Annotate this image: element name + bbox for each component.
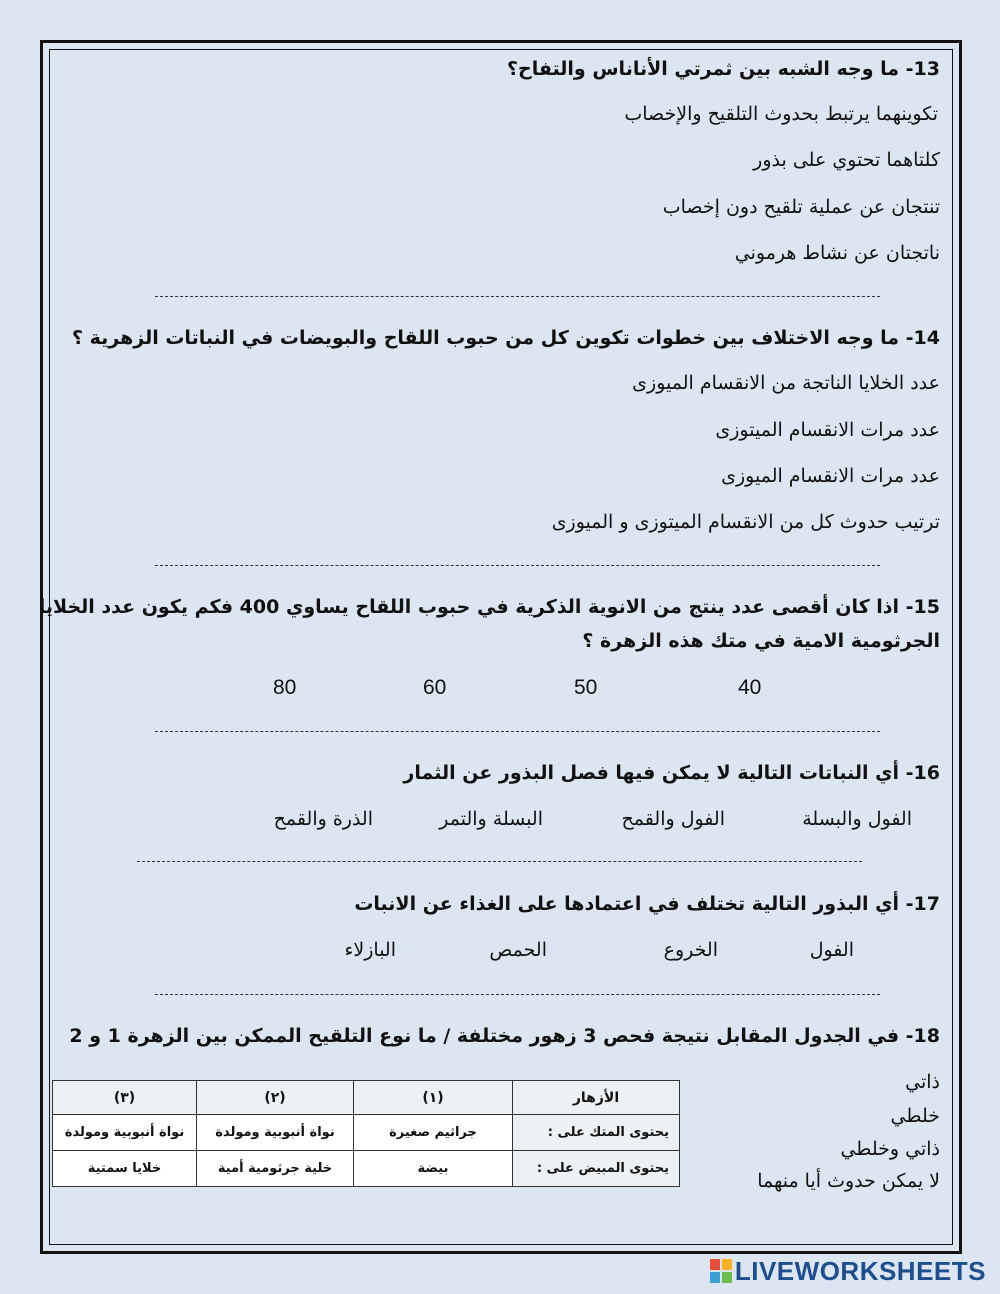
question-15-line-2: الجرثومية الامية في متك هذه الزهرة ؟ — [582, 630, 940, 652]
q13-option-1[interactable]: تكوينهما يرتبط بحدوث التلقيح والإخصاب — [624, 103, 938, 125]
table-header-cell: (٢) — [197, 1081, 354, 1115]
table-cell: نواة أنبوبية ومولدة — [197, 1115, 354, 1151]
table-cell: يحتوى المبيض على : — [513, 1151, 680, 1187]
q15-option-2[interactable]: 50 — [574, 676, 598, 699]
q16-option-3[interactable]: البسلة والتمر — [439, 808, 543, 830]
separator — [155, 565, 880, 566]
separator — [155, 296, 880, 297]
question-16: 16- أي النباتات التالية لا يمكن فيها فصل البذور عن الثمار — [403, 762, 940, 784]
table-cell: خلية جرثومية أمية — [197, 1151, 354, 1187]
table-cell: خلايا سمتية — [53, 1151, 197, 1187]
table-cell: يحتوى المتك على : — [513, 1115, 680, 1151]
q15-option-4[interactable]: 80 — [273, 676, 297, 699]
q14-option-3[interactable]: عدد مرات الانقسام الميوزى — [721, 465, 940, 487]
question-13: 13- ما وجه الشبه بين ثمرتي الأناناس والتفاح؟ — [506, 58, 940, 80]
table-cell: بيضة — [354, 1151, 513, 1187]
q16-option-4[interactable]: الذرة والقمح — [273, 808, 373, 830]
separator — [155, 731, 880, 732]
q14-option-2[interactable]: عدد مرات الانقسام الميتوزى — [715, 419, 940, 441]
brand-name: LIVEWORKSHEETS — [734, 1256, 986, 1286]
q15-option-1[interactable]: 40 — [738, 676, 762, 699]
q16-option-2[interactable]: الفول والقمح — [621, 808, 725, 830]
table-header-cell: (١) — [354, 1081, 513, 1115]
separator — [137, 861, 862, 862]
q13-option-3[interactable]: تنتجان عن عملية تلقيح دون إخصاب — [662, 196, 940, 218]
liveworksheets-logo — [710, 1256, 986, 1287]
q17-option-1[interactable]: الفول — [809, 939, 854, 961]
question-17: 17- أي البذور التالية تختلف في اعتمادها على الغذاء عن الانبات — [354, 893, 940, 915]
table-header-cell: (٣) — [53, 1081, 197, 1115]
q18-option-2[interactable]: خلطي — [890, 1105, 940, 1127]
question-14: 14- ما وجه الاختلاف بين خطوات تكوين كل من حبوب اللقاح والبويضات في النباتات الزهرية ؟ — [71, 327, 940, 349]
separator — [155, 994, 880, 995]
q15-option-3[interactable]: 60 — [423, 676, 447, 699]
table-cell: جراثيم صغيرة — [354, 1115, 513, 1151]
q18-option-3[interactable]: ذاتي وخلطي — [840, 1138, 940, 1160]
q13-option-4[interactable]: ناتجتان عن نشاط هرموني — [734, 242, 940, 264]
table-row — [53, 1151, 680, 1187]
q17-option-4[interactable]: البازلاء — [344, 939, 396, 961]
q18-option-1[interactable]: ذاتي — [905, 1071, 940, 1093]
q13-option-2[interactable]: كلتاهما تحتوي على بذور — [753, 149, 940, 171]
flowers-table — [52, 1080, 680, 1187]
table-cell: نواة أنبوبية ومولدة — [53, 1115, 197, 1151]
q14-option-1[interactable]: عدد الخلايا الناتجة من الانقسام الميوزى — [632, 372, 940, 394]
liveworksheets-icon — [710, 1259, 732, 1283]
q17-option-2[interactable]: الخروع — [663, 939, 718, 961]
question-15-line-1: 15- اذا كان أقصى عدد ينتج من الانوية الذكرية في حبوب اللقاح يساوي 400 فكم يكون عدد الخلايا — [38, 596, 940, 618]
q17-option-3[interactable]: الحمص — [489, 939, 547, 961]
q14-option-4[interactable]: ترتيب حدوث كل من الانقسام الميتوزى و الميوزى — [551, 511, 940, 533]
table-header-cell: الأزهار — [513, 1081, 680, 1115]
q18-option-4[interactable]: لا يمكن حدوث أيا منهما — [757, 1170, 940, 1192]
question-18: 18- في الجدول المقابل نتيجة فحص 3 زهور مختلفة / ما نوع التلقيح الممكن بين الزهرة 1 و 2 — [69, 1025, 940, 1047]
q16-option-1[interactable]: الفول والبسلة — [802, 808, 912, 830]
table-row — [53, 1115, 680, 1151]
